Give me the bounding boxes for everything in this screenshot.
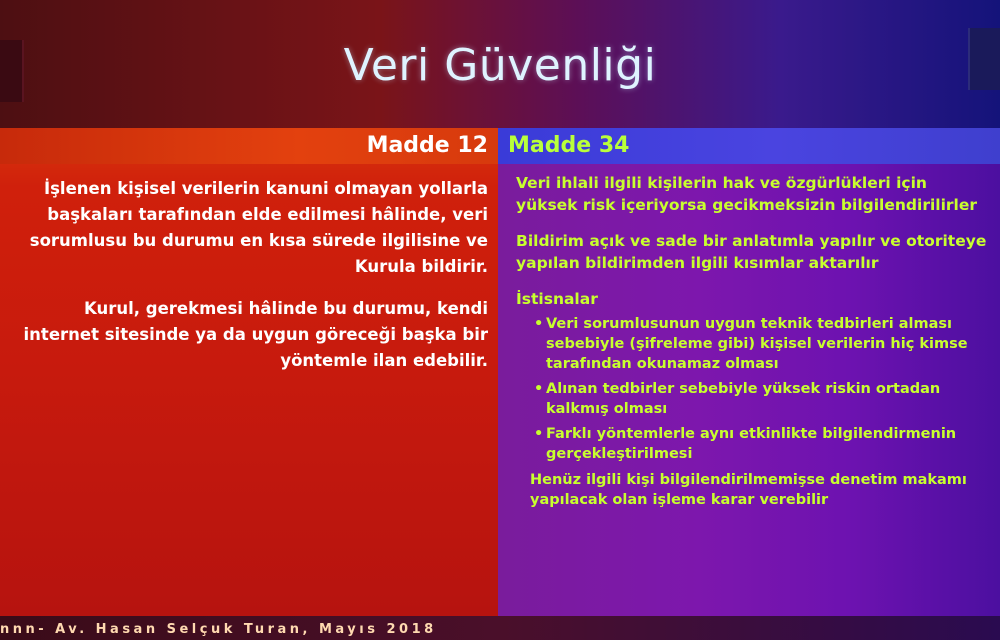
exception-text: Farklı yöntemlerle aynı etkinlikte bilgilendirmenin gerçekleştirilmesi [546,426,957,462]
bullet-icon: • [534,316,544,332]
list-item [534,379,992,419]
list-item [534,314,992,374]
left-paragraph: Kurul, gerekmesi hâlinde bu durumu, kendi internet sitesinde ya da uygun göreceği başka bir yöntemle ilan edebilir. [23,299,488,370]
exception-text: Alınan tedbirler sebebiyle yüksek riskin ortadan kalkmış olması [546,381,941,417]
bullet-icon: • [534,381,544,397]
closing-note: Henüz ilgili kişi bilgilendirilmemişse denetim makamı yapılacak olan işleme karar verebilir [530,472,967,508]
left-paragraph: İşlenen kişisel verilerin kanuni olmayan yollarla başkaları tarafından elde edilmesi hâlinde, veri sorumlusu bu durumu en kısa sürede ilgilisine ve Kurula bildirir. [29,179,488,276]
footer-credit: nnn- Av. Hasan Selçuk Turan, Mayıs 2018 [0,622,437,637]
left-column-heading: Madde 12 [366,133,488,158]
slide-title: Veri Güvenliği [343,40,657,91]
exceptions-title: İstisnalar [516,290,598,308]
right-paragraph: Bildirim açık ve sade bir anlatımla yapılır ve otoriteye yapılan bildirimden ilgili kısımlar aktarılır [516,232,987,272]
right-column-body [516,172,992,510]
left-column-body [14,176,488,390]
right-paragraph: Veri ihlali ilgili kişilerin hak ve özgürlükleri için yüksek risk içeriyorsa gecikmeksizin bilgilendirilirler [516,174,978,214]
exception-text: Veri sorumlusunun uygun teknik tedbirleri alması sebebiyle (şifreleme gibi) kişisel verilerin hiç kimse tarafından okunamaz olması [546,316,968,372]
bullet-icon: • [534,426,544,442]
list-item [534,424,992,464]
exceptions-list [516,314,992,464]
right-column-heading: Madde 34 [508,133,630,158]
